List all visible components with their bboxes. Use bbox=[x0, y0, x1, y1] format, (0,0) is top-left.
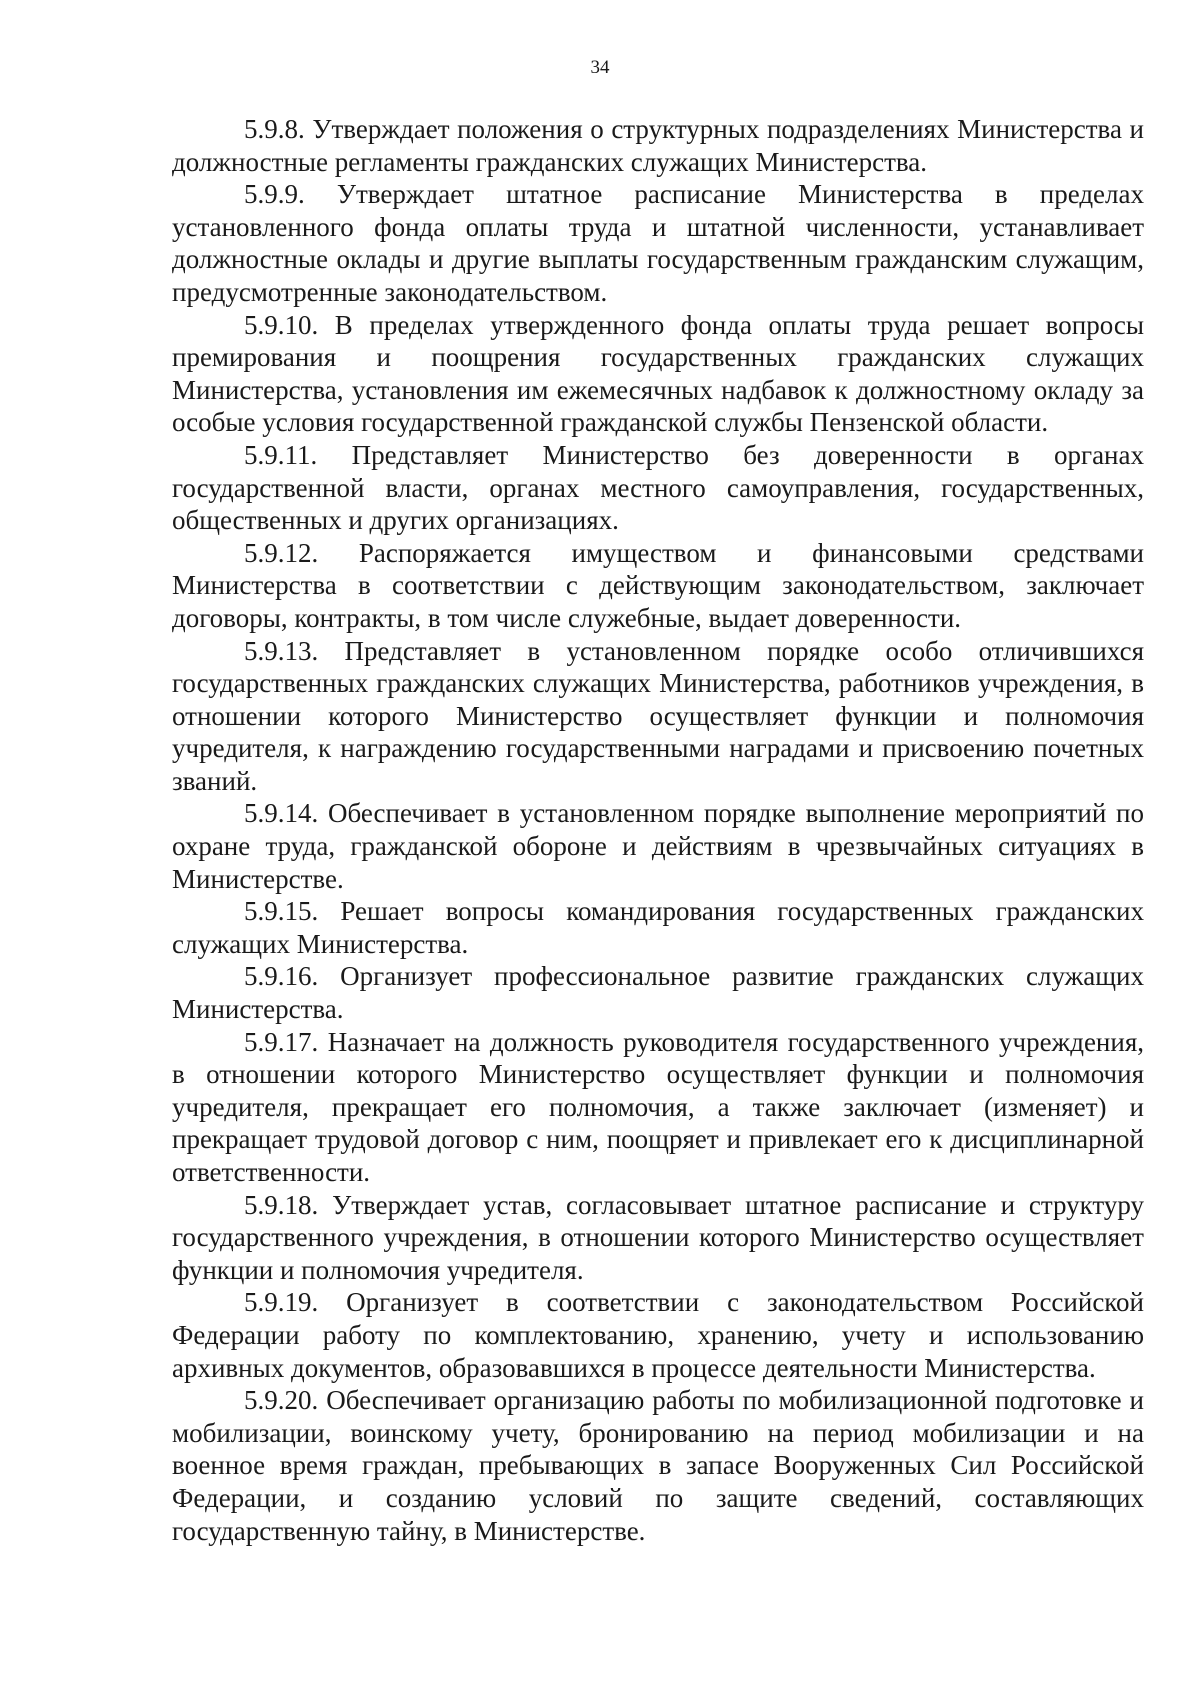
paragraph-5-9-9: 5.9.9. Утверждает штатное расписание Министерства в пределах установленного фонда оплаты труда и штатной численности, устанавливает должностные оклады и другие выплаты государственным гражданским служащим, предусмотренные законодательством. bbox=[172, 179, 1144, 307]
paragraph-5-9-13: 5.9.13. Представляет в установленном порядке особо отличившихся государственных гражданских служащих Министерства, работников учреждения, в отношении которого Министерство осуществляет функции и полномочия учредителя, к награждению государственными наградами и присвоению почетных званий. bbox=[172, 635, 1144, 796]
paragraph-5-9-8: 5.9.8. Утверждает положения о структурных подразделениях Министерства и должностные регламенты гражданских служащих Министерства. bbox=[172, 114, 1144, 177]
paragraph-5-9-14: 5.9.14. Обеспечивает в установленном порядке выполнение мероприятий по охране труда, гражданской обороне и действиям в чрезвычайных ситуациях в Министерстве. bbox=[172, 798, 1144, 894]
paragraph-5-9-20: 5.9.20. Обеспечивает организацию работы по мобилизационной подготовке и мобилизации, воинскому учету, бронированию на период мобилизации и на военное время граждан, пребывающих в запасе Вооруженных Сил Российской Федерации, и созданию условий по защите сведений, составляющих государственную тайну, в Министерстве. bbox=[172, 1385, 1144, 1546]
paragraph-5-9-11: 5.9.11. Представляет Министерство без доверенности в органах государственной власти, органах местного самоуправления, государственных, общественных и других организациях. bbox=[172, 439, 1144, 536]
paragraph-5-9-19: 5.9.19. Организует в соответствии с законодательством Российской Федерации работу по комплектованию, хранению, учету и использованию архивных документов, образовавшихся в процессе деятельности Министерства. bbox=[172, 1287, 1144, 1383]
paragraph-5-9-12: 5.9.12. Распоряжается имуществом и финансовыми средствами Министерства в соответствии с действующим законодательством, заключает договоры, контракты, в том числе служебные, выдает доверенности. bbox=[172, 537, 1144, 633]
paragraph-5-9-18: 5.9.18. Утверждает устав, согласовывает штатное расписание и структуру государственного учреждения, в отношении которого Министерство осуществляет функции и полномочия учредителя. bbox=[172, 1189, 1144, 1285]
document-body bbox=[172, 113, 1144, 1547]
paragraph-5-9-10: 5.9.10. В пределах утвержденного фонда оплаты труда решает вопросы премирования и поощрения государственных гражданских служащих Министерства, установления им ежемесячных надбавок к должностному окладу за особые условия государственной гражданской службы Пензенской области. bbox=[172, 309, 1144, 438]
paragraph-5-9-17: 5.9.17. Назначает на должность руководителя государственного учреждения, в отношении которого Министерство осуществляет функции и полномочия учредителя, прекращает его полномочия, а также заключает (изменяет) и прекращает трудовой договор с ним, поощряет и привлекает его к дисциплинарной ответственности. bbox=[172, 1026, 1144, 1187]
paragraph-5-9-16: 5.9.16. Организует профессиональное развитие гражданских служащих Министерства. bbox=[172, 961, 1144, 1025]
page-number: 34 bbox=[590, 57, 610, 78]
paragraph-5-9-15: 5.9.15. Решает вопросы командирования государственных гражданских служащих Министерства. bbox=[172, 896, 1144, 959]
